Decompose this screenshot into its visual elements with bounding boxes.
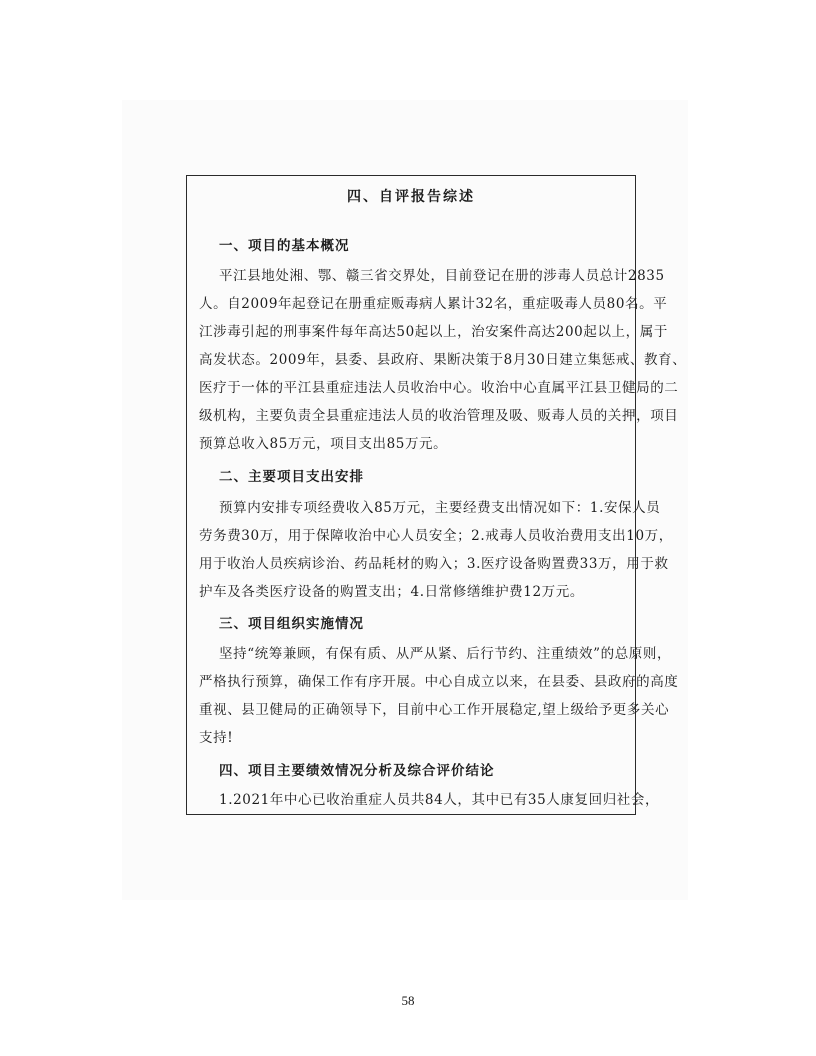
paragraph-line: 1.2021年中心已收治重症人员共84人，其中已有35人康复回归社会，: [219, 792, 660, 808]
section-heading-expenditure: 二、主要项目支出安排: [219, 469, 364, 485]
page-number: 58: [401, 993, 415, 1008]
paragraph-line: 平江县地处湘、鄂、赣三省交界处，目前登记在册的涉毒人员总计2835: [219, 268, 665, 284]
paragraph-line: 用于收治人员疾病诊治、药品耗材的购入；3.医疗设备购置费33万，用于救: [199, 556, 669, 572]
paragraph-line: 重视、县卫健局的正确领导下，目前中心工作开展稳定,望上级给予更多关心: [199, 702, 670, 718]
paragraph-line: 护车及各类医疗设备的购置支出；4.日常修缮维护费12万元。: [199, 584, 584, 600]
section-heading-basic-overview: 一、项目的基本概况: [219, 238, 350, 254]
paragraph-line: 支持!: [199, 730, 234, 746]
paragraph-line: 级机构，主要负责全县重症违法人员的收治管理及吸、贩毒人员的关押，项目: [199, 408, 679, 424]
paragraph-line: 预算内安排专项经费收入85万元，主要经费支出情况如下：1.安保人员: [219, 500, 661, 516]
paragraph-line: 人。自2009年起登记在册重症贩毒病人累计32名，重症吸毒人员80名。平: [199, 296, 668, 312]
paragraph-line: 劳务费30万，用于保障收治中心人员安全；2.戒毒人员收治费用支出10万，: [199, 528, 673, 544]
paragraph-line: 预算总收入85万元，项目支出85万元。: [199, 436, 448, 452]
paragraph-line: 严格执行预算，确保工作有序开展。中心自成立以来，在县委、县政府的高度: [199, 674, 679, 690]
paragraph-line: 医疗于一体的平江县重症违法人员收治中心。收治中心直属平江县卫健局的二: [199, 380, 679, 396]
section-heading-performance: 四、项目主要绩效情况分析及综合评价结论: [219, 763, 495, 779]
report-summary-box: [186, 175, 687, 815]
box-title: 四、自评报告综述: [347, 189, 475, 205]
paragraph-line: 江涉毒引起的刑事案件每年高达50起以上，治安案件高达200起以上，属于: [199, 324, 668, 340]
section-heading-implementation: 三、项目组织实施情况: [219, 616, 364, 632]
paragraph-line: 坚持“统筹兼顾，有保有质、从严从紧、后行节约、注重绩效”的总原则，: [219, 646, 672, 662]
paragraph-line: 高发状态。2009年，县委、县政府、果断决策于8月30日建立集惩戒、教育、: [199, 352, 687, 368]
